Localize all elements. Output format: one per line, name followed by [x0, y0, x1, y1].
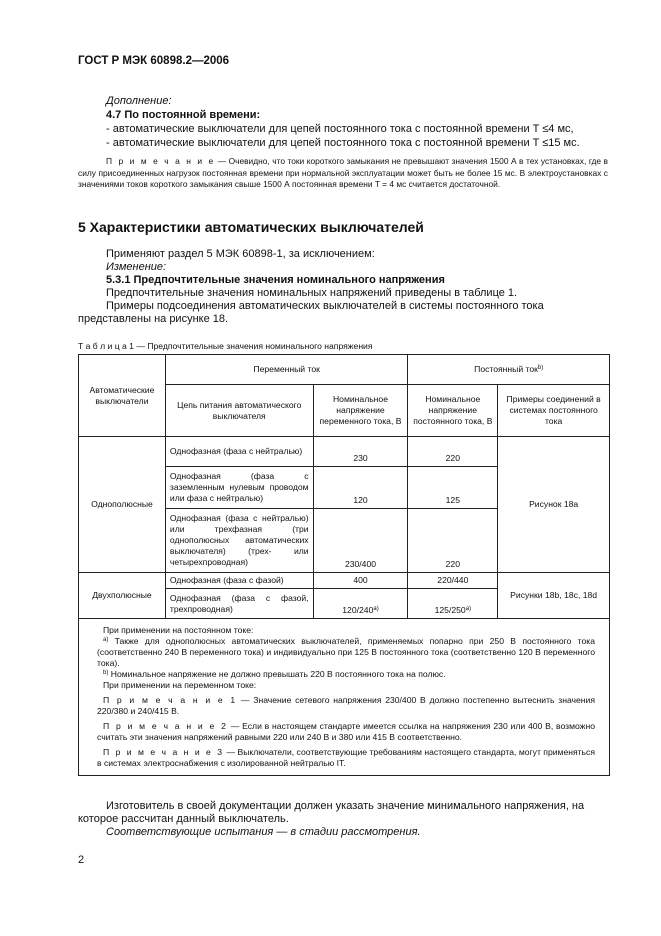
subclause-5-3-1-title: 5.3.1 Предпочтительные значения номинального напряжения — [106, 274, 445, 286]
notes-ac-intro: При применении на переменном токе: — [103, 680, 257, 690]
closing-tests: Соответствующие испытания — в стадии рассмотрения. — [106, 826, 421, 838]
row-4-ac: 400 — [313, 573, 408, 589]
clause-4-7-item-2: - автоматические выключатели для цепей постоянного тока с постоянной времени T ≤15 мс. — [106, 137, 580, 149]
header-dc-text: Постоянный ток — [474, 364, 538, 374]
row-5-ac-value: 120/240 — [342, 605, 374, 615]
footnote-b-text: Номинальное напряжение не должно превышать 220 В постоянного тока на полюс. — [108, 669, 446, 679]
table-note-3-label: П р и м е ч а н и е 3 — [103, 747, 225, 757]
section-5-apply: Применяют раздел 5 МЭК 60898-1, за исключением: — [106, 248, 375, 260]
row-4-dc: 220/440 — [408, 573, 498, 589]
header-dc — [408, 355, 610, 385]
header-ac-voltage: Номинальное напряжение переменного тока, В — [313, 385, 408, 437]
row-5-circuit: Однофазная (фаза с фазой, трехпроводная) — [165, 589, 313, 619]
clause-4-7-note — [78, 156, 608, 191]
closing-paragraph: Изготовитель в своей документации должен указать значение минимального напряжения, на которое рассчитан данный выключатель. — [78, 800, 585, 825]
table-note-1 — [97, 695, 595, 717]
table-note-3 — [97, 747, 595, 769]
footnote-a-mark: a) — [103, 637, 109, 643]
group-single-pole: Однополюсные — [79, 437, 166, 573]
header-dc-voltage: Номинальное напряжение постоянного тока, В — [408, 385, 498, 437]
page-number: 2 — [78, 854, 85, 866]
row-1-dc: 220 — [408, 437, 498, 467]
table-note-2 — [97, 721, 595, 743]
row-4-circuit: Однофазная (фаза с фазой) — [165, 573, 313, 589]
table-note-2-label: П р и м е ч а н и е 2 — [103, 721, 228, 731]
row-5-ac — [313, 589, 408, 619]
header-breakers: Автоматические выключатели — [79, 355, 166, 437]
clause-4-7-item-1: - автоматические выключатели для цепей постоянного тока с постоянной времени T ≤4 мс, — [106, 123, 574, 135]
table-note-1-label: П р и м е ч а н и е 1 — [103, 695, 238, 705]
table-note-2-text: — Если в настоящем стандарте имеется ссылка на напряжения 230 или 400 В, возможно считать эти значения напряжений равными 220 или 240 В и 380 или 415 В соответственно. — [97, 721, 595, 742]
row-2-circuit: Однофазная (фаза с заземленным нулевым проводом или фаза с нейтралью) — [165, 467, 313, 509]
row-1-circuit: Однофазная (фаза с нейтралью) — [165, 437, 313, 467]
header-dc-footnote: b) — [537, 365, 544, 371]
footnote-b-mark: b) — [103, 670, 109, 676]
note-text: — Очевидно, что токи короткого замыкания не превышают значения 1500 А в тех установках, где в силу присоединенных нагрузок постоянная времени при нормальной эксплуатации может быть не более 15 мс. В электроустановках с значениями токов короткого замыкания свыше 1500 А постоянная времени T = 4 мс считается достаточной. — [78, 156, 608, 189]
clause-4-7-title: 4.7 По постоянной времени: — [106, 109, 261, 121]
row-5-ac-footnote: a) — [373, 606, 379, 612]
footnote-a — [97, 636, 595, 669]
group-double-pole: Двухполюсные — [79, 573, 166, 619]
row-5-dc-value: 125/250 — [434, 605, 466, 615]
section-5-title: 5 Характеристики автоматических выключателей — [78, 219, 424, 235]
table-notes — [79, 619, 610, 776]
group-single-pole-figure: Рисунок 18а — [498, 437, 610, 573]
row-3-dc: 220 — [408, 509, 498, 573]
subclause-line-2: Примеры подсоединения автоматических выключателей в системы постоянного тока представлены на рисунке 18. — [78, 300, 544, 325]
row-3-ac: 230/400 — [313, 509, 408, 573]
footnote-b — [97, 669, 595, 680]
subclause-line-1: Предпочтительные значения номинальных напряжений приведены в таблице 1. — [106, 287, 518, 299]
footnote-a-text: Также для однополюсных автоматических выключателей, применяемых попарно при 250 В постоянного тока (соответственно 240 В переменного тока) и индивидуально при 125 В постоянного тока (соответственно 120 В переменного тока). — [97, 636, 595, 668]
group-double-pole-figures: Рисунки 18b, 18c, 18d — [498, 573, 610, 619]
table-note-3-text: — Выключатели, соответствующие требованиям настоящего стандарта, могут применяться в системах электроснабжения с изолированной нейтралью IT. — [97, 747, 595, 768]
section-5-change: Изменение: — [106, 261, 167, 273]
header-examples: Примеры соединений в системах постоянного тока — [498, 385, 610, 437]
row-5-dc — [408, 589, 498, 619]
document-header: ГОСТ Р МЭК 60898.2—2006 — [78, 55, 230, 67]
addition-label: Дополнение: — [106, 95, 172, 107]
row-2-dc: 125 — [408, 467, 498, 509]
row-1-ac: 230 — [313, 437, 408, 467]
header-circuit: Цепь питания автоматического выключателя — [165, 385, 313, 437]
voltage-table — [78, 354, 610, 776]
note-label: П р и м е ч а н и е — [106, 156, 216, 166]
table-caption: Т а б л и ц а 1 — Предпочтительные значения номинального напряжения — [78, 341, 373, 351]
header-ac: Переменный ток — [165, 355, 407, 385]
row-5-dc-footnote: a) — [465, 606, 472, 612]
table-note-1-text: — Значение сетевого напряжения 230/400 В должно постепенно вытеснить значения 220/380 и 240/415 В. — [97, 695, 595, 716]
notes-dc-intro: При применении на постоянном токе: — [103, 625, 254, 635]
row-3-circuit: Однофазная (фаза с нейтралью) или трехфазная (три однополюсных автоматических выключателя) (трех- или четырехпроводная) — [165, 509, 313, 573]
row-2-ac: 120 — [313, 467, 408, 509]
